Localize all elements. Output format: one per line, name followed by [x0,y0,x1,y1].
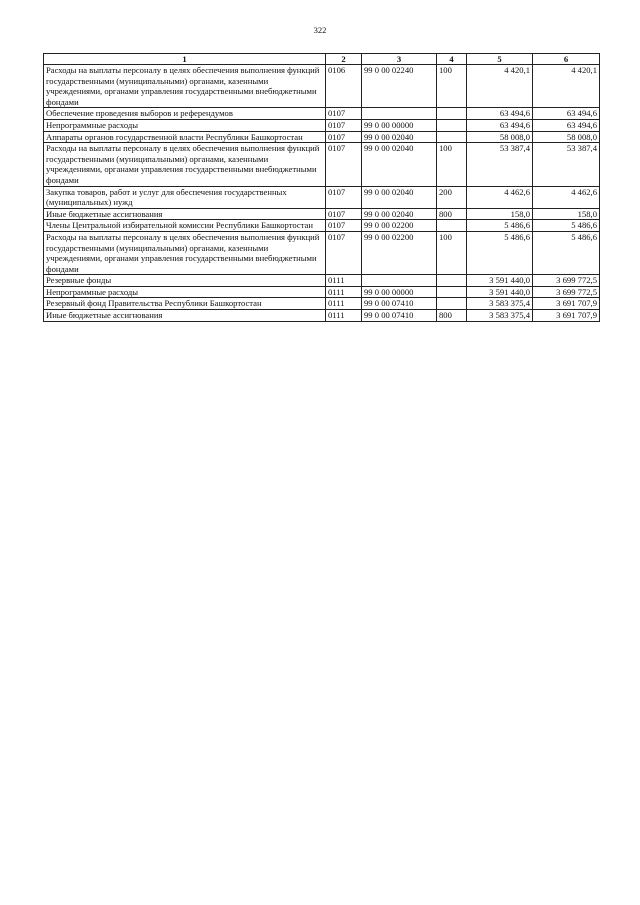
row-article-cell [362,275,437,287]
row-amount-year1-cell: 3 591 440,0 [467,275,533,287]
table-row [44,208,600,220]
row-expense-type-cell [437,298,467,310]
row-name-cell: Обеспечение проведения выборов и референдумов [44,108,326,120]
row-section-cell: 0107 [326,220,362,232]
row-expense-type-cell: 100 [437,143,467,186]
row-article-cell [362,108,437,120]
row-amount-year2-cell: 4 462,6 [533,186,600,208]
row-expense-type-cell: 800 [437,208,467,220]
row-section-cell: 0107 [326,143,362,186]
row-article-cell: 99 0 00 02040 [362,186,437,208]
row-name-cell: Члены Центральной избирательной комиссии Республики Башкортостан [44,220,326,232]
row-article-cell: 99 0 00 00000 [362,119,437,131]
row-amount-year1-cell: 3 591 440,0 [467,286,533,298]
row-name-cell: Расходы на выплаты персоналу в целях обеспечения выполнения функций государственными (муниципальными) органами, казенными учреждениями, органами управления государственными внебюджетными фондами [44,143,326,186]
row-amount-year2-cell: 4 420,1 [533,65,600,108]
row-article-cell: 99 0 00 02040 [362,208,437,220]
row-name-cell: Иные бюджетные ассигнования [44,310,326,322]
row-section-cell: 0111 [326,298,362,310]
row-expense-type-cell [437,119,467,131]
table-row [44,108,600,120]
table-row [44,186,600,208]
table-row [44,275,600,287]
column-header-article: 3 [362,54,437,65]
column-header-expense-type: 4 [437,54,467,65]
row-section-cell: 0111 [326,275,362,287]
row-name-cell: Непрограммные расходы [44,286,326,298]
row-amount-year1-cell: 4 420,1 [467,65,533,108]
budget-table [43,53,600,322]
table-row [44,143,600,186]
row-name-cell: Резервный фонд Правительства Республики Башкортостан [44,298,326,310]
column-header-name: 1 [44,54,326,65]
table-body [44,65,600,322]
row-expense-type-cell: 200 [437,186,467,208]
row-expense-type-cell: 100 [437,231,467,274]
row-amount-year2-cell: 3 691 707,9 [533,310,600,322]
row-name-cell: Расходы на выплаты персоналу в целях обеспечения выполнения функций государственными (муниципальными) органами, казенными учреждениями, органами управления государственными внебюджетными фондами [44,65,326,108]
row-article-cell: 99 0 00 02240 [362,65,437,108]
row-name-cell: Непрограммные расходы [44,119,326,131]
row-expense-type-cell: 100 [437,65,467,108]
row-article-cell: 99 0 00 07410 [362,298,437,310]
column-header-section: 2 [326,54,362,65]
row-expense-type-cell: 800 [437,310,467,322]
row-section-cell: 0107 [326,131,362,143]
row-expense-type-cell [437,131,467,143]
row-expense-type-cell [437,275,467,287]
row-section-cell: 0111 [326,286,362,298]
row-section-cell: 0107 [326,119,362,131]
row-section-cell: 0107 [326,208,362,220]
row-amount-year2-cell: 5 486,6 [533,231,600,274]
row-amount-year1-cell: 3 583 375,4 [467,310,533,322]
column-header-amount-year1: 5 [467,54,533,65]
row-amount-year2-cell: 63 494,6 [533,119,600,131]
row-name-cell: Расходы на выплаты персоналу в целях обеспечения выполнения функций государственными (муниципальными) органами, казенными учреждениями, органами управления государственными внебюджетными фондами [44,231,326,274]
row-section-cell: 0111 [326,310,362,322]
row-section-cell: 0107 [326,108,362,120]
row-article-cell: 99 0 00 02200 [362,220,437,232]
table-row [44,310,600,322]
row-amount-year2-cell: 63 494,6 [533,108,600,120]
table-row [44,119,600,131]
row-amount-year1-cell: 5 486,6 [467,220,533,232]
column-header-amount-year2: 6 [533,54,600,65]
row-amount-year2-cell: 5 486,6 [533,220,600,232]
page-number: 322 [313,25,327,35]
row-expense-type-cell [437,220,467,232]
row-amount-year1-cell: 58 008,0 [467,131,533,143]
row-amount-year1-cell: 3 583 375,4 [467,298,533,310]
row-amount-year2-cell: 3 699 772,5 [533,286,600,298]
row-article-cell: 99 0 00 07410 [362,310,437,322]
row-expense-type-cell [437,108,467,120]
row-name-cell: Аппараты органов государственной власти Республики Башкортостан [44,131,326,143]
row-amount-year2-cell: 58 008,0 [533,131,600,143]
row-amount-year1-cell: 63 494,6 [467,108,533,120]
row-amount-year1-cell: 4 462,6 [467,186,533,208]
row-section-cell: 0107 [326,231,362,274]
row-name-cell: Закупка товаров, работ и услуг для обеспечения государственных (муниципальных) нужд [44,186,326,208]
row-section-cell: 0107 [326,186,362,208]
row-article-cell: 99 0 00 02040 [362,143,437,186]
row-amount-year1-cell: 158,0 [467,208,533,220]
row-article-cell: 99 0 00 00000 [362,286,437,298]
table-row [44,131,600,143]
row-amount-year2-cell: 53 387,4 [533,143,600,186]
row-name-cell: Иные бюджетные ассигнования [44,208,326,220]
row-amount-year1-cell: 53 387,4 [467,143,533,186]
table-row [44,298,600,310]
table-row [44,286,600,298]
row-amount-year1-cell: 63 494,6 [467,119,533,131]
row-article-cell: 99 0 00 02200 [362,231,437,274]
row-amount-year2-cell: 3 699 772,5 [533,275,600,287]
row-expense-type-cell [437,286,467,298]
row-name-cell: Резервные фонды [44,275,326,287]
table-row [44,220,600,232]
table-row [44,231,600,274]
header-row [44,54,600,65]
row-amount-year2-cell: 3 691 707,9 [533,298,600,310]
table-row [44,65,600,108]
row-article-cell: 99 0 00 02040 [362,131,437,143]
row-amount-year2-cell: 158,0 [533,208,600,220]
row-section-cell: 0106 [326,65,362,108]
row-amount-year1-cell: 5 486,6 [467,231,533,274]
